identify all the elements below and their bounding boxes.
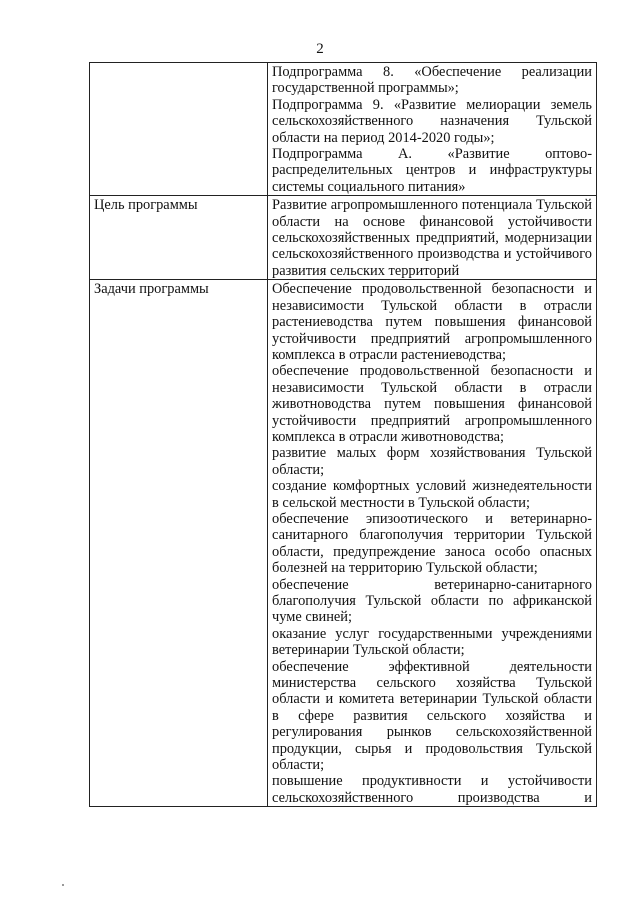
row-label-goal: Цель программы (90, 196, 268, 280)
program-passport-table (89, 62, 597, 807)
row-content (268, 280, 597, 807)
page-number: 2 (316, 41, 324, 57)
task-item: Обеспечение продовольственной безопасности и независимости Тульской области в отрасли растениеводства путем повышения финансовой устойчивости предприятий агропромышленного комплекса в отрасли растениеводства; (272, 281, 592, 363)
task-item: повышение продуктивности и устойчивости сельскохозяйственного производства и (272, 773, 592, 806)
task-item: обеспечение эффективной деятельности министерства сельского хозяйства Тульской области и комитета ветеринарии Тульской области в сфере развития сельского хозяйства и регулирования рынков сельскохозяйственной продукции, сырья и продовольствия Тульской области; (272, 658, 592, 774)
task-item: развитие малых форм хозяйствования Тульской области; (272, 445, 592, 478)
subprogram-a-text: Подпрограмма А. «Развитие оптово-распределительных центров и инфраструктуры системы социального питания» (272, 146, 592, 195)
row-label (90, 63, 268, 196)
scan-speck (62, 884, 64, 886)
subprogram-8-text: Подпрограмма 8. «Обеспечение реализации государственной программы»; (272, 64, 592, 97)
table-row (90, 196, 597, 280)
task-item: обеспечение продовольственной безопасности и независимости Тульской области в отрасли животноводства путем повышения финансовой устойчивости предприятий агропромышленного комплекса в отрасли животноводства; (272, 363, 592, 445)
task-item: обеспечение ветеринарно-санитарного благополучия Тульской области по африканской чуме свиней; (272, 576, 592, 626)
task-item: оказание услуг государственными учреждениями ветеринарии Тульской области; (272, 625, 592, 659)
goal-text: Развитие агропромышленного потенциала Тульской области на основе финансовой устойчивости сельскохозяйственных предприятий, модернизации сельскохозяйственного производства и устойчивого развития сельских территорий (272, 197, 592, 279)
row-label-tasks: Задачи программы (90, 280, 268, 807)
row-content (268, 196, 597, 280)
task-item: создание комфортных условий жизнедеятельности в сельской местности в Тульской области; (272, 478, 592, 511)
row-content (268, 63, 597, 196)
table-row (90, 280, 597, 807)
task-item: обеспечение эпизоотического и ветеринарно-санитарного благополучия территории Тульской области, предупреждение заноса особо опасных болезней на территорию Тульской области; (272, 510, 592, 577)
table-row (90, 63, 597, 196)
subprogram-9-text: Подпрограмма 9. «Развитие мелиорации земель сельскохозяйственного назначения Тульской области на период 2014-2020 годы»; (272, 96, 592, 146)
